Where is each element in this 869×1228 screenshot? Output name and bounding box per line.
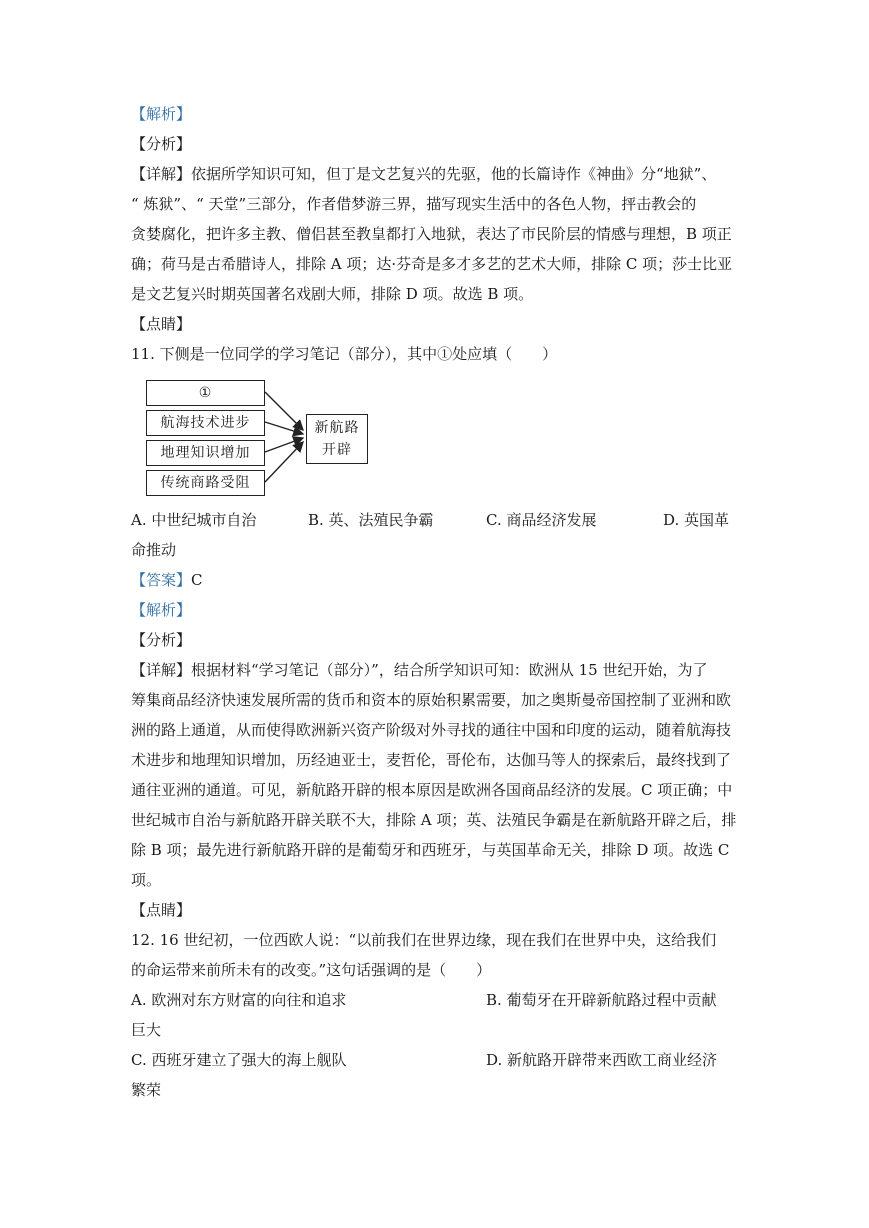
q11-option-b: B. 英、法殖民争霸 bbox=[308, 511, 434, 529]
q12-option-b-wrap: 巨大 bbox=[131, 1021, 162, 1039]
q11-xiangjie-line-8: 项。 bbox=[131, 871, 162, 889]
q10-xiangjie-line-3: 贪婪腐化，把许多主教、僧侣甚至教皇都打入地狱，表达了市民阶层的情感与理想，B 项正 bbox=[131, 225, 732, 243]
q10-xiangjie-line-4: 确；荷马是古希腊诗人，排除 A 项；达·芬奇是多才多艺的艺术大师，排除 C 项；莎士比亚 bbox=[131, 255, 733, 273]
diagram-box-navigation-tech: 航海技术进步 bbox=[146, 410, 265, 436]
q10-dianjing-tag: 【点睛】 bbox=[131, 315, 192, 333]
q11-xiangjie-line-2: 筹集商品经济快速发展所需的货币和资本的原始积累需要，加之奥斯曼帝国控制了亚洲和欧 bbox=[131, 691, 732, 709]
q10-xiangjie-line-1: 【详解】依据所学知识可知，但丁是文艺复兴的先驱，他的长篇诗作《神曲》分“地狱”、 bbox=[131, 165, 717, 183]
q11-xiangjie-line-6: 世纪城市自治与新航路开辟关联不大，排除 A 项；英、法殖民争霸是在新航路开辟之后，排 bbox=[131, 811, 737, 829]
q11-answer-value: C bbox=[191, 571, 203, 589]
q11-xiangjie-line-4: 术进步和地理知识增加，历经迪亚士，麦哲伦，哥伦布，达伽马等人的探索后，最终找到了 bbox=[131, 751, 732, 769]
arrow-4 bbox=[265, 442, 303, 482]
q12-option-d-wrap: 繁荣 bbox=[131, 1081, 162, 1099]
diagram-target-line-2: 开辟 bbox=[322, 442, 352, 458]
q11-option-c: C. 商品经济发展 bbox=[486, 511, 597, 529]
q11-jiexi-tag: 【解析】 bbox=[131, 601, 192, 619]
q11-dianjing-tag: 【点睛】 bbox=[131, 901, 192, 919]
diagram-target-line-1: 新航路 bbox=[314, 420, 360, 436]
q10-jiexi-tag: 【解析】 bbox=[131, 105, 192, 123]
diagram-box-blank: ① bbox=[146, 380, 265, 406]
diagram-box-new-route bbox=[306, 414, 368, 464]
q11-answer-tag: 【答案】 bbox=[131, 571, 192, 589]
q12-stem-line-2: 的命运带来前所未有的改变。”这句话强调的是（ ） bbox=[131, 961, 492, 979]
q12-stem-line-1: 12. 16 世纪初，一位西欧人说：“以前我们在世界边缘，现在我们在世界中央，这给我们 bbox=[131, 931, 717, 949]
q11-notes-diagram bbox=[140, 374, 372, 496]
arrow-3 bbox=[265, 438, 303, 452]
diagram-box-geo-knowledge: 地理知识增加 bbox=[146, 440, 265, 466]
q10-fenxi-tag: 【分析】 bbox=[131, 135, 192, 153]
q11-xiangjie-line-7: 除 B 项；最先进行新航路开辟的是葡萄牙和西班牙，与英国革命无关，排除 D 项。故选 C bbox=[131, 841, 730, 859]
diagram-box-trade-route-blocked: 传统商路受阻 bbox=[146, 470, 265, 496]
q11-stem: 11. 下侧是一位同学的学习笔记（部分），其中①处应填（ ） bbox=[131, 345, 558, 363]
q12-option-a: A. 欧洲对东方财富的向往和追求 bbox=[131, 991, 347, 1009]
q11-xiangjie-line-5: 通往亚洲的通道。可见，新航路开辟的根本原因是欧洲各国商品经济的发展。C 项正确；中 bbox=[131, 781, 733, 799]
q11-answer bbox=[131, 570, 741, 590]
q11-xiangjie-line-1: 【详解】根据材料“学习笔记（部分）”，结合所学知识可知：欧洲从 15 世纪开始，为了 bbox=[131, 661, 708, 679]
q12-option-c: C. 西班牙建立了强大的海上舰队 bbox=[131, 1051, 347, 1069]
q11-fenxi-tag: 【分析】 bbox=[131, 631, 192, 649]
q10-xiangjie-line-2: “ 炼狱”、“ 天堂”三部分，作者借梦游三界，描写现实生活中的各色人物，抨击教会的 bbox=[131, 195, 697, 213]
q11-xiangjie-line-3: 洲的路上通道，从而使得欧洲新兴资产阶级对外寻找的通往中国和印度的运动，随着航海技 bbox=[131, 721, 732, 739]
q11-option-d-wrap: 命推动 bbox=[131, 541, 177, 559]
q10-xiangjie-line-5: 是文艺复兴时期英国著名戏剧大师，排除 D 项。故选 B 项。 bbox=[131, 285, 534, 303]
q12-option-d: D. 新航路开辟带来西欧工商业经济 bbox=[486, 1051, 718, 1069]
q11-option-d: D. 英国革 bbox=[663, 511, 730, 529]
q12-option-b: B. 葡萄牙在开辟新航路过程中贡献 bbox=[486, 991, 717, 1009]
q11-option-a: A. 中世纪城市自治 bbox=[131, 511, 257, 529]
